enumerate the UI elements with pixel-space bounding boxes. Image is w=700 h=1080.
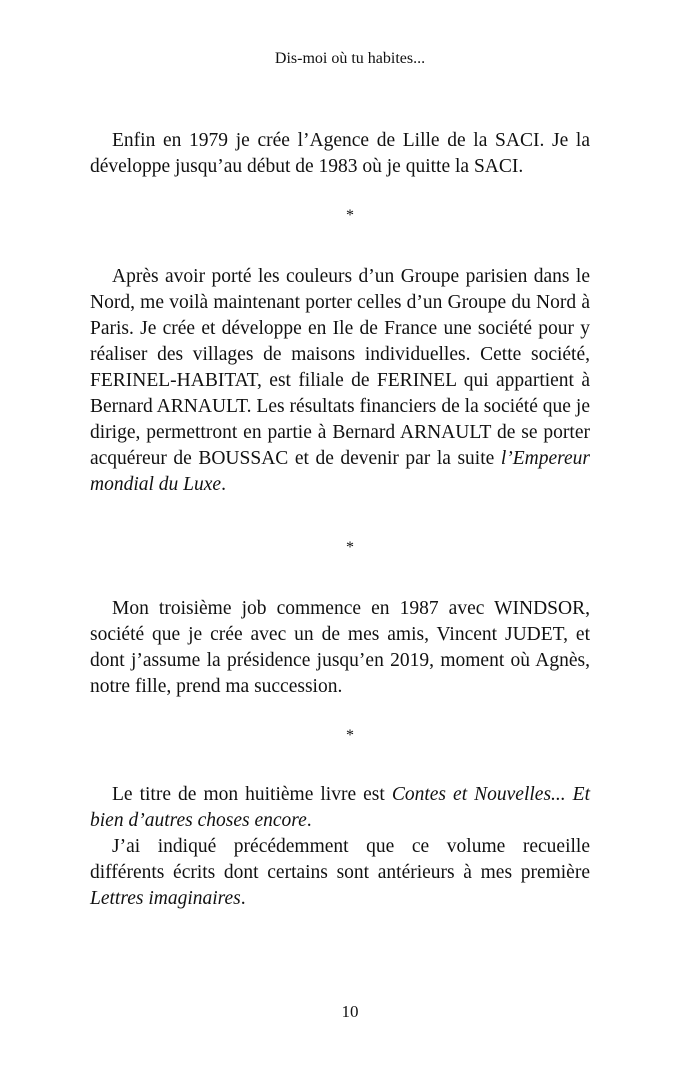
paragraph-text: .: [306, 810, 312, 831]
paragraph: [90, 834, 590, 912]
page-number: 10: [341, 1002, 359, 1021]
paragraph-text: Le titre de mon huitième livre est: [112, 784, 392, 805]
italic-phrase: l’Empereur mondial du Luxe: [90, 448, 590, 495]
paragraph-text: Après avoir porté les couleurs d’un Groupe parisien dans le Nord, me voilà maintenant porter celles d’un Groupe du Nord à Paris. Je crée et développe en Ile de France une société pour y réaliser des villages de maisons individuelles. Cette société, FERINEL-HABITAT, est filiale de FERINEL qui appartient à Bernard ARNAULT. Les résultats financiers de la société que je dirige, permettront en partie à Bernard ARNAULT de se porter acquéreur de BOUSSAC et de devenir par la suite: [90, 266, 590, 469]
section-separator: *: [346, 207, 354, 224]
section-separator: *: [346, 539, 354, 556]
paragraph-text: Enfin en 1979 je crée l’Agence de Lille de la SACI. Je la développe jusqu’au début de 1983 où je quitte la SACI.: [90, 130, 590, 177]
paragraph: [90, 596, 590, 700]
text-section-ferinel: [90, 264, 590, 498]
paragraph-text: J’ai indiqué précédemment que ce volume recueille différents écrits dont certains sont antérieurs à mes première: [90, 836, 590, 883]
italic-book-title: Contes et Nouvelles... Et bien d’autres choses encore: [90, 784, 591, 831]
paragraph: [90, 264, 590, 498]
paragraph-text: Mon troisième job commence en 1987 avec WINDSOR, société que je crée avec un de mes amis, Vincent JUDET, et dont j’assume la présidence jusqu’en 2019, moment où Agnès, notre fille, prend ma succession.: [90, 598, 590, 697]
text-section-windsor: [90, 596, 590, 700]
section-separator: *: [346, 727, 354, 744]
text-section-livre: [90, 782, 590, 912]
text-section-saci: [90, 128, 590, 180]
paragraph-text: .: [221, 474, 226, 495]
paragraph-text: .: [240, 888, 246, 909]
paragraph: [90, 128, 590, 180]
italic-book-title: Lettres imaginaires: [90, 888, 241, 909]
paragraph: [90, 782, 590, 834]
running-header: Dis-moi où tu habites...: [274, 50, 426, 67]
